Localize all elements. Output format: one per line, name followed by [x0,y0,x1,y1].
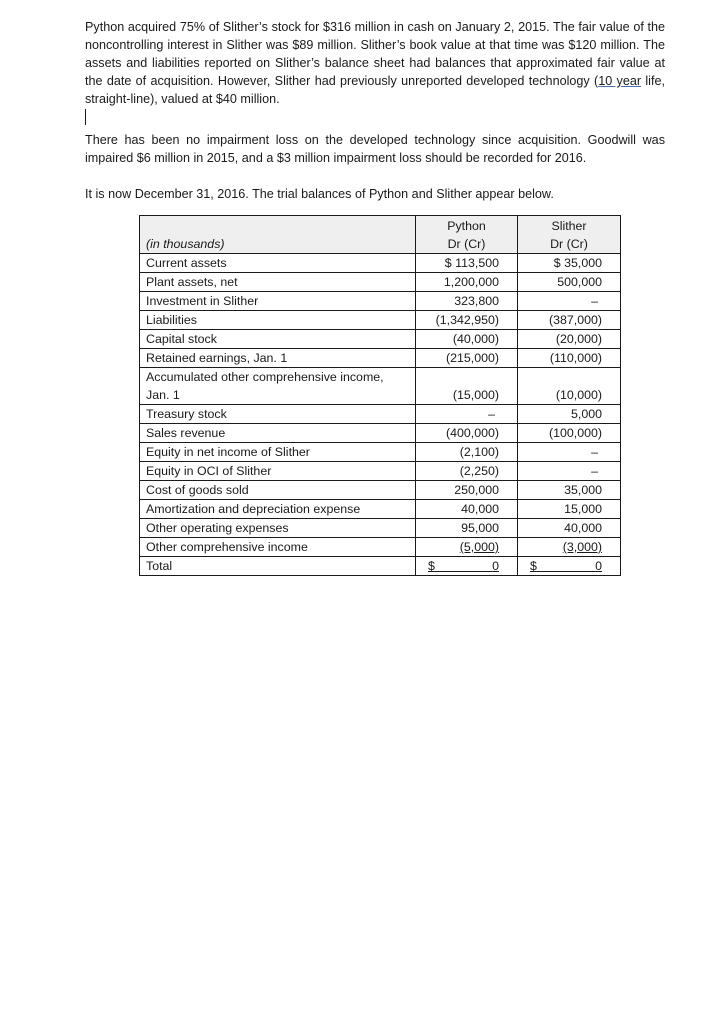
slither-value: – [518,292,621,311]
python-value: 40,000 [416,500,518,519]
table-row [140,481,621,500]
header-python-name: Python [447,219,486,233]
row-label: Liabilities [140,311,416,330]
header-slither [518,216,621,254]
paragraph-impairment: There has been no impairment loss on the developed technology since acquisition. Goodwill was impaired $6 million in 2015, and a $3 million impairment loss should be recorded for 2016. [85,133,665,165]
slither-value: 500,000 [518,273,621,292]
row-label: Other operating expenses [140,519,416,538]
row-label-line2: Jan. 1 [146,388,180,402]
slither-value: 40,000 [518,519,621,538]
slither-value: 35,000 [518,481,621,500]
slither-value: (110,000) [518,349,621,368]
slither-value: (100,000) [518,424,621,443]
python-value: (2,100) [416,443,518,462]
paragraph-acquisition-text-b: life, straight-line), valued at $40 million. [85,74,665,106]
python-value: (2,250) [416,462,518,481]
table-row [140,330,621,349]
paragraph-trial-balance-intro: It is now December 31, 2016. The trial balances of Python and Slither appear below. [85,187,554,201]
slither-total-value: 0 [595,559,602,573]
total-label: Total [140,557,416,576]
header-python [416,216,518,254]
unit-label: (in thousands) [146,237,225,251]
row-label: Equity in OCI of Slither [140,462,416,481]
table-header-row [140,216,621,254]
paragraph-acquisition [85,18,665,108]
table-row [140,443,621,462]
table-row [140,254,621,273]
slither-value: (3,000) [518,538,621,557]
header-slither-drcr: Dr (Cr) [550,237,588,251]
slither-value: – [518,443,621,462]
slither-value: – [518,462,621,481]
table-row [140,519,621,538]
table-row [140,500,621,519]
document-body [85,18,665,203]
header-python-drcr: Dr (Cr) [447,237,486,251]
python-value: (1,342,950) [416,311,518,330]
python-total-dollar: $ [428,559,435,573]
row-label: Current assets [140,254,416,273]
table-row [140,538,621,557]
python-value: (215,000) [416,349,518,368]
table-row [140,292,621,311]
python-value: – [416,405,518,424]
row-label-line1: Accumulated other comprehensive income, [146,370,384,384]
table-row [140,462,621,481]
row-label [140,368,416,405]
python-value: $ 113,500 [416,254,518,273]
row-label: Equity in net income of Slither [140,443,416,462]
spelling-underlined-text: 10 year [598,74,642,88]
row-label: Capital stock [140,330,416,349]
slither-value: (387,000) [518,311,621,330]
table-row [140,424,621,443]
row-label: Plant assets, net [140,273,416,292]
python-value: 250,000 [416,481,518,500]
header-slither-name: Slither [551,219,587,233]
row-label: Other comprehensive income [140,538,416,557]
slither-value: 15,000 [518,500,621,519]
python-value: 323,800 [416,292,518,311]
slither-value: $ 35,000 [518,254,621,273]
table-row [140,368,621,405]
table-row [140,273,621,292]
python-value: (5,000) [416,538,518,557]
python-value: (400,000) [416,424,518,443]
python-value: (40,000) [416,330,518,349]
row-label: Cost of goods sold [140,481,416,500]
python-total-value: 0 [492,559,499,573]
slither-value: (20,000) [518,330,621,349]
row-label: Treasury stock [140,405,416,424]
paragraph-acquisition-text-a: Python acquired 75% of Slither’s stock for $316 million in cash on January 2, 2015. The fair value of the noncontrolling interest in Slither was $89 million. Slither’s book value at that time was $120 million. The assets and liabilities reported on Slither’s balance sheet had balances that approximated fair value at the date of acquisition. However, Slither had previously unreported developed technology ( [85,20,665,88]
python-value: 1,200,000 [416,273,518,292]
table-total-row [140,557,621,576]
table-row [140,405,621,424]
row-label: Investment in Slither [140,292,416,311]
row-label: Retained earnings, Jan. 1 [140,349,416,368]
row-label: Amortization and depreciation expense [140,500,416,519]
slither-value: (10,000) [518,368,621,405]
slither-total-dollar: $ [530,559,537,573]
table-row [140,349,621,368]
python-total [416,557,518,576]
slither-total [518,557,621,576]
header-label-cell [140,216,416,254]
python-value: 95,000 [416,519,518,538]
trial-balance-table [139,215,621,576]
table-row [140,311,621,330]
row-label: Sales revenue [140,424,416,443]
text-cursor [85,109,86,125]
python-value: (15,000) [416,368,518,405]
slither-value: 5,000 [518,405,621,424]
